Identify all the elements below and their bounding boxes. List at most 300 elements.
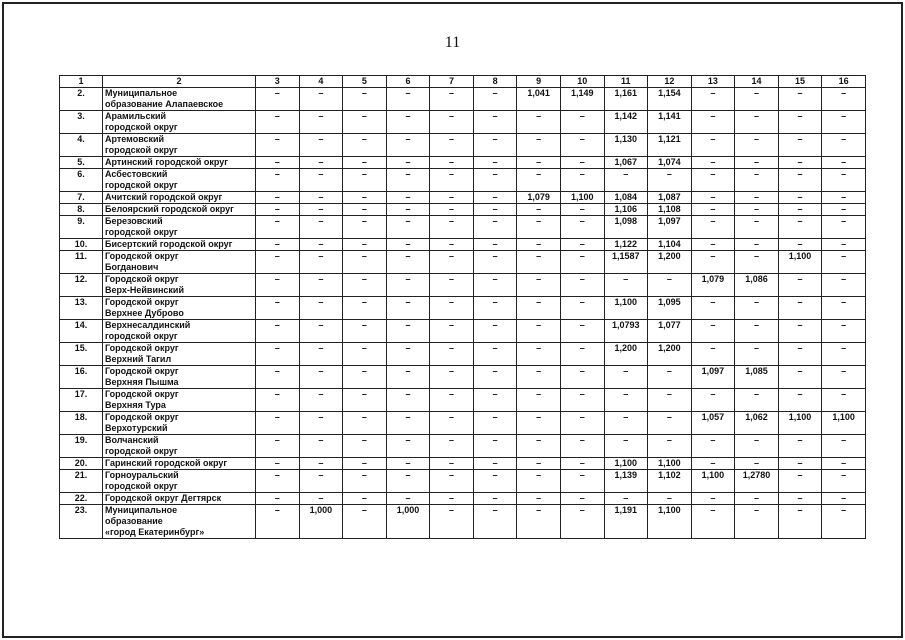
value-cell: 1,100 (691, 470, 735, 493)
value-cell: – (430, 458, 474, 470)
value-cell: 1,122 (604, 239, 648, 251)
value-cell: – (386, 412, 430, 435)
municipality-name (103, 216, 256, 239)
value-cell: – (517, 169, 561, 192)
value-cell: – (430, 435, 474, 458)
value-cell: – (299, 239, 343, 251)
value-cell: – (560, 251, 604, 274)
value-cell: – (691, 493, 735, 505)
value-cell: – (473, 435, 517, 458)
value-cell: – (517, 412, 561, 435)
value-cell: 1,102 (648, 470, 692, 493)
value-cell: – (343, 251, 387, 274)
value-cell: – (299, 88, 343, 111)
value-cell: – (256, 343, 300, 366)
value-cell: – (256, 111, 300, 134)
value-cell: – (648, 169, 692, 192)
value-cell: – (560, 458, 604, 470)
value-cell: – (473, 204, 517, 216)
value-cell: – (778, 389, 822, 412)
value-cell: – (778, 435, 822, 458)
page-number: 11 (444, 34, 461, 51)
value-cell: 1,057 (691, 412, 735, 435)
value-cell: – (517, 343, 561, 366)
municipality-name-line: Горноуральский (105, 470, 179, 480)
value-cell: – (430, 134, 474, 157)
value-cell: – (560, 134, 604, 157)
value-cell: – (517, 320, 561, 343)
value-cell: 1,084 (604, 192, 648, 204)
municipality-name-line: Верхняя Пышма (105, 377, 179, 387)
value-cell: 1,200 (648, 343, 692, 366)
value-cell: – (473, 366, 517, 389)
municipality-name-line: Верхнесалдинский (105, 320, 191, 330)
value-cell: – (430, 343, 474, 366)
value-cell: – (343, 216, 387, 239)
value-cell: – (735, 88, 779, 111)
value-cell: – (343, 274, 387, 297)
value-cell: – (386, 157, 430, 169)
value-cell: – (473, 343, 517, 366)
row-number: 18. (60, 412, 103, 435)
value-cell: 1,1587 (604, 251, 648, 274)
value-cell: – (735, 458, 779, 470)
value-cell: – (473, 251, 517, 274)
value-cell: 1,079 (517, 192, 561, 204)
municipality-name-line: Бисертский городской округ (105, 239, 233, 249)
value-cell: – (604, 412, 648, 435)
municipality-name-line: образование Алапаевское (105, 99, 224, 109)
value-cell: – (735, 251, 779, 274)
municipality-name (103, 320, 256, 343)
value-cell: – (256, 366, 300, 389)
municipality-name-line: городской округ (105, 227, 178, 237)
value-cell: – (822, 169, 866, 192)
column-header: 5 (343, 76, 387, 88)
municipality-name-line: Верхотурский (105, 423, 168, 433)
value-cell: – (386, 389, 430, 412)
municipality-name (103, 493, 256, 505)
value-cell: – (822, 216, 866, 239)
value-cell: – (256, 251, 300, 274)
table-row (60, 505, 866, 539)
value-cell: – (778, 458, 822, 470)
value-cell: – (648, 274, 692, 297)
value-cell: – (778, 366, 822, 389)
municipality-name-line: Арамильский (105, 111, 167, 121)
value-cell: – (735, 493, 779, 505)
value-cell: – (735, 239, 779, 251)
value-cell: – (430, 320, 474, 343)
value-cell: – (517, 111, 561, 134)
value-cell: 1,191 (604, 505, 648, 539)
value-cell: 1,200 (648, 251, 692, 274)
value-cell: – (299, 412, 343, 435)
value-cell: – (822, 389, 866, 412)
value-cell: – (691, 204, 735, 216)
value-cell: – (473, 505, 517, 539)
value-cell: – (299, 320, 343, 343)
value-cell: – (560, 157, 604, 169)
value-cell: – (822, 157, 866, 169)
value-cell: – (256, 134, 300, 157)
value-cell: – (517, 366, 561, 389)
value-cell: – (386, 343, 430, 366)
value-cell: – (256, 389, 300, 412)
value-cell: 1,086 (735, 274, 779, 297)
value-cell: – (299, 470, 343, 493)
municipality-name (103, 470, 256, 493)
value-cell: – (517, 239, 561, 251)
value-cell: – (343, 458, 387, 470)
value-cell: 1,100 (604, 297, 648, 320)
value-cell: – (430, 493, 474, 505)
municipality-name-line: городской округ (105, 145, 178, 155)
value-cell: 1,100 (778, 251, 822, 274)
value-cell: – (386, 192, 430, 204)
value-cell: – (560, 470, 604, 493)
value-cell: – (343, 343, 387, 366)
value-cell: – (256, 320, 300, 343)
value-cell: – (691, 157, 735, 169)
value-cell: 1,085 (735, 366, 779, 389)
municipality-name-line: Богданович (105, 262, 159, 272)
value-cell: – (299, 343, 343, 366)
value-cell: – (735, 389, 779, 412)
value-cell: – (343, 134, 387, 157)
row-number: 16. (60, 366, 103, 389)
municipality-name-line: городской округ (105, 180, 178, 190)
row-number: 20. (60, 458, 103, 470)
value-cell: – (430, 88, 474, 111)
value-cell: – (386, 320, 430, 343)
value-cell: – (430, 204, 474, 216)
value-cell: – (299, 216, 343, 239)
value-cell: 1,108 (648, 204, 692, 216)
value-cell: – (430, 169, 474, 192)
value-cell: – (560, 274, 604, 297)
table-row (60, 216, 866, 239)
value-cell: – (256, 297, 300, 320)
value-cell: – (822, 134, 866, 157)
municipality-name-line: Городской округ (105, 389, 179, 399)
value-cell: – (473, 157, 517, 169)
municipality-name (103, 343, 256, 366)
value-cell: – (778, 157, 822, 169)
value-cell: – (430, 157, 474, 169)
value-cell: – (386, 204, 430, 216)
value-cell: – (343, 412, 387, 435)
municipality-name (103, 389, 256, 412)
value-cell: – (822, 239, 866, 251)
column-header: 2 (103, 76, 256, 88)
column-header: 4 (299, 76, 343, 88)
value-cell: – (517, 458, 561, 470)
municipality-name-line: образование (105, 516, 163, 526)
value-cell: – (473, 274, 517, 297)
value-cell: – (386, 366, 430, 389)
row-number: 14. (60, 320, 103, 343)
data-table (59, 75, 866, 539)
value-cell: – (691, 458, 735, 470)
value-cell: 1,098 (604, 216, 648, 239)
value-cell: – (517, 134, 561, 157)
value-cell: – (822, 111, 866, 134)
value-cell: 1,100 (560, 192, 604, 204)
value-cell: – (648, 412, 692, 435)
value-cell: – (691, 111, 735, 134)
value-cell: – (430, 192, 474, 204)
value-cell: 1,100 (648, 505, 692, 539)
municipality-name-line: Верх-Нейвинский (105, 285, 185, 295)
value-cell: 1,100 (778, 412, 822, 435)
value-cell: 1,121 (648, 134, 692, 157)
value-cell: – (778, 470, 822, 493)
value-cell: – (299, 493, 343, 505)
row-number: 7. (60, 192, 103, 204)
value-cell: 1,067 (604, 157, 648, 169)
value-cell: – (822, 343, 866, 366)
municipality-name-line: Городской округ (105, 343, 179, 353)
value-cell: – (648, 435, 692, 458)
table-row (60, 493, 866, 505)
value-cell: – (343, 470, 387, 493)
value-cell: – (517, 493, 561, 505)
value-cell: – (517, 274, 561, 297)
value-cell: 1,100 (822, 412, 866, 435)
value-cell: – (560, 320, 604, 343)
value-cell: – (778, 204, 822, 216)
value-cell: – (517, 435, 561, 458)
value-cell: – (343, 435, 387, 458)
value-cell: – (386, 216, 430, 239)
value-cell: – (778, 169, 822, 192)
table-row (60, 389, 866, 412)
value-cell: 1,095 (648, 297, 692, 320)
row-number: 5. (60, 157, 103, 169)
value-cell: 1,149 (560, 88, 604, 111)
value-cell: – (648, 389, 692, 412)
value-cell: – (517, 251, 561, 274)
municipality-name (103, 274, 256, 297)
value-cell: – (386, 274, 430, 297)
value-cell: – (604, 169, 648, 192)
value-cell: – (778, 192, 822, 204)
value-cell: – (735, 297, 779, 320)
value-cell: – (691, 134, 735, 157)
value-cell: – (430, 366, 474, 389)
municipality-name (103, 435, 256, 458)
column-header: 15 (778, 76, 822, 88)
row-number: 6. (60, 169, 103, 192)
value-cell: – (691, 216, 735, 239)
table-row (60, 192, 866, 204)
value-cell: – (386, 251, 430, 274)
table-row (60, 157, 866, 169)
municipality-name (103, 111, 256, 134)
column-header: 1 (60, 76, 103, 88)
value-cell: – (604, 389, 648, 412)
value-cell: – (299, 157, 343, 169)
value-cell: – (517, 157, 561, 169)
value-cell: – (430, 239, 474, 251)
column-header: 6 (386, 76, 430, 88)
municipality-name-line: Верхняя Тура (105, 400, 166, 410)
value-cell: 1,106 (604, 204, 648, 216)
value-cell: – (691, 239, 735, 251)
value-cell: – (735, 134, 779, 157)
row-number: 4. (60, 134, 103, 157)
value-cell: 1,097 (648, 216, 692, 239)
value-cell: – (473, 412, 517, 435)
table-row (60, 366, 866, 389)
value-cell: – (822, 435, 866, 458)
value-cell: – (691, 343, 735, 366)
municipality-name-line: Муниципальное (105, 88, 178, 98)
value-cell: – (604, 435, 648, 458)
value-cell: – (473, 111, 517, 134)
value-cell: – (648, 493, 692, 505)
row-number: 13. (60, 297, 103, 320)
table-row (60, 458, 866, 470)
municipality-name-line: Городской округ (105, 366, 179, 376)
table-row (60, 435, 866, 458)
value-cell: – (517, 389, 561, 412)
column-header: 13 (691, 76, 735, 88)
value-cell: – (735, 435, 779, 458)
value-cell: – (691, 251, 735, 274)
row-number: 3. (60, 111, 103, 134)
value-cell: – (430, 470, 474, 493)
municipality-name-line: Городской округ Дегтярск (105, 493, 222, 503)
value-cell: – (343, 169, 387, 192)
value-cell: – (299, 297, 343, 320)
value-cell: – (343, 389, 387, 412)
value-cell: – (430, 389, 474, 412)
value-cell: – (691, 435, 735, 458)
municipality-name-line: городской округ (105, 481, 178, 491)
value-cell: – (560, 111, 604, 134)
value-cell: – (386, 470, 430, 493)
value-cell: 1,200 (604, 343, 648, 366)
table-row (60, 320, 866, 343)
value-cell: – (299, 251, 343, 274)
value-cell: – (691, 389, 735, 412)
value-cell: – (473, 389, 517, 412)
municipality-name (103, 88, 256, 111)
value-cell: – (822, 274, 866, 297)
value-cell: 1,0793 (604, 320, 648, 343)
value-cell: – (343, 297, 387, 320)
value-cell: – (778, 320, 822, 343)
table-row (60, 204, 866, 216)
value-cell: 1,142 (604, 111, 648, 134)
value-cell: – (299, 274, 343, 297)
value-cell: – (430, 111, 474, 134)
value-cell: – (473, 239, 517, 251)
municipality-name-line: Муниципальное (105, 505, 178, 515)
value-cell: – (386, 88, 430, 111)
table-row (60, 134, 866, 157)
value-cell: – (256, 458, 300, 470)
value-cell: – (343, 111, 387, 134)
value-cell: – (386, 493, 430, 505)
value-cell: 1,062 (735, 412, 779, 435)
value-cell: – (822, 366, 866, 389)
value-cell: – (256, 470, 300, 493)
value-cell: – (386, 169, 430, 192)
value-cell: – (735, 192, 779, 204)
value-cell: – (343, 192, 387, 204)
value-cell: – (256, 435, 300, 458)
municipality-name (103, 192, 256, 204)
municipality-name (103, 366, 256, 389)
value-cell: – (473, 192, 517, 204)
value-cell: – (517, 505, 561, 539)
table-row (60, 297, 866, 320)
value-cell: 1,041 (517, 88, 561, 111)
table-row (60, 251, 866, 274)
value-cell: – (822, 320, 866, 343)
value-cell: – (604, 274, 648, 297)
value-cell: – (299, 204, 343, 216)
value-cell: – (560, 204, 604, 216)
value-cell: 1,2780 (735, 470, 779, 493)
value-cell: – (473, 320, 517, 343)
value-cell: – (560, 366, 604, 389)
value-cell: – (256, 88, 300, 111)
row-number: 11. (60, 251, 103, 274)
value-cell: – (822, 493, 866, 505)
value-cell: 1,141 (648, 111, 692, 134)
table-row (60, 470, 866, 493)
column-header: 9 (517, 76, 561, 88)
table-body (60, 88, 866, 539)
value-cell: – (735, 169, 779, 192)
value-cell: – (560, 239, 604, 251)
column-header: 7 (430, 76, 474, 88)
municipality-name-line: Волчанский (105, 435, 159, 445)
value-cell: – (299, 134, 343, 157)
value-cell: – (386, 134, 430, 157)
value-cell: 1,161 (604, 88, 648, 111)
value-cell: – (735, 505, 779, 539)
municipality-name (103, 134, 256, 157)
value-cell: – (735, 111, 779, 134)
value-cell: – (778, 134, 822, 157)
table-row (60, 412, 866, 435)
row-number: 15. (60, 343, 103, 366)
municipality-name (103, 169, 256, 192)
municipality-name (103, 412, 256, 435)
value-cell: – (604, 366, 648, 389)
value-cell: – (473, 169, 517, 192)
value-cell: – (822, 192, 866, 204)
value-cell: – (560, 343, 604, 366)
municipality-name (103, 505, 256, 539)
value-cell: – (691, 88, 735, 111)
value-cell: – (560, 505, 604, 539)
value-cell: – (560, 435, 604, 458)
value-cell: – (473, 88, 517, 111)
value-cell: – (473, 493, 517, 505)
value-cell: – (386, 297, 430, 320)
municipality-name-line: Городской округ (105, 251, 179, 261)
value-cell: 1,104 (648, 239, 692, 251)
column-header: 8 (473, 76, 517, 88)
table-row (60, 274, 866, 297)
value-cell: – (560, 493, 604, 505)
